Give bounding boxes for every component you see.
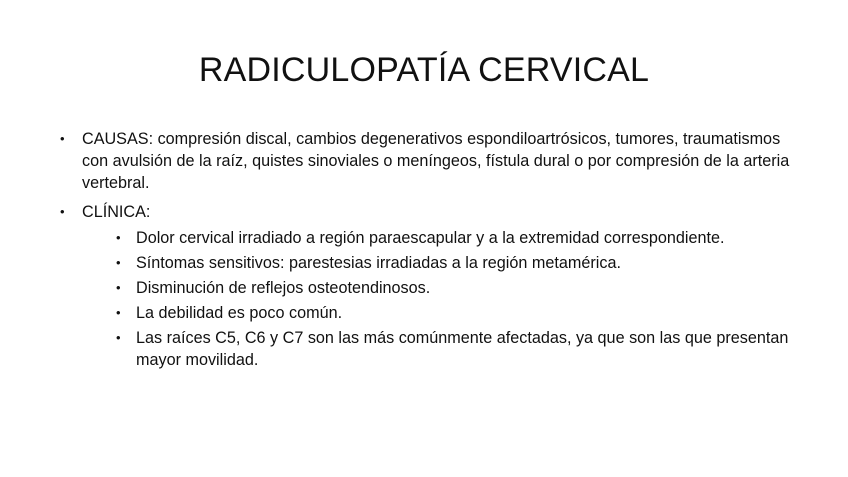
bullet-list [58,128,798,371]
bullet-item-causas [58,128,798,194]
sub-bullet-item [82,327,798,371]
bullet-icon: • [60,204,65,219]
slide-content [58,128,798,378]
slide-title: RADICULOPATÍA CERVICAL [198,51,650,89]
bullet-icon: • [116,230,121,245]
sub-bullet-text: La debilidad es poco común. [136,304,343,322]
sub-bullet-item [82,277,798,299]
bullet-item-clinica [58,201,798,371]
sub-bullet-text: Síntomas sensitivos: parestesias irradiadas a la región metamérica. [136,254,621,272]
sub-bullet-text: Las raíces C5, C6 y C7 son las más comúnmente afectadas, ya que son las que presentan mayor movilidad. [136,329,789,369]
bullet-text: CAUSAS: compresión discal, cambios degenerativos espondiloartrósicos, tumores, traumatismos con avulsión de la raíz, quistes sinoviales o meníngeos, fístula dural o por compresión de la arteria vertebral. [82,130,790,192]
sub-bullet-item [82,252,798,274]
sub-bullet-text: Disminución de reflejos osteotendinosos. [136,279,431,297]
bullet-icon: • [116,305,121,320]
bullet-icon: • [116,255,121,270]
bullet-text: CLÍNICA: [82,203,151,221]
sub-bullet-item [82,227,798,249]
sub-bullet-list [82,227,798,371]
sub-bullet-text: Dolor cervical irradiado a región paraescapular y a la extremidad correspondiente. [136,229,725,247]
bullet-icon: • [116,330,121,345]
bullet-icon: • [60,131,65,146]
sub-bullet-item [82,302,798,324]
bullet-icon: • [116,280,121,295]
